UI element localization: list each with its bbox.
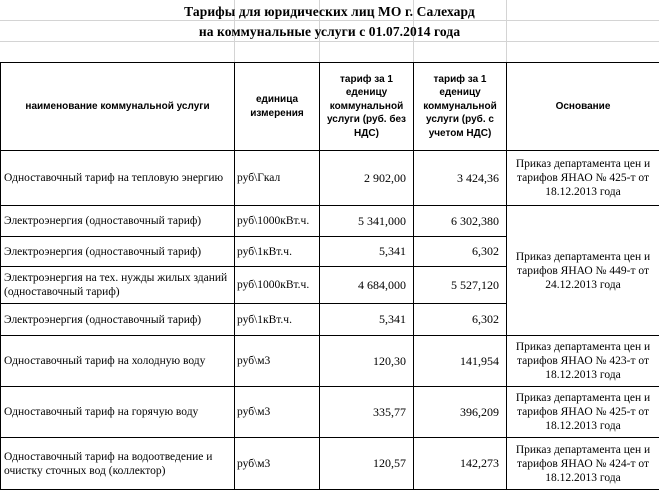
- cell-basis: Приказ департамента цен и тарифов ЯНАО № 423-т от 18.12.2013 года: [507, 336, 659, 387]
- cell-basis: Приказ департамента цен и тарифов ЯНАО № 424-т от 18.12.2013 года: [507, 438, 659, 490]
- cell-service-name: Одноставочный тариф на тепловую энергию: [1, 151, 235, 206]
- table-row: [1, 387, 659, 438]
- cell-tariff-vat: 6 302,380: [414, 206, 507, 237]
- table-row: [1, 438, 659, 490]
- cell-unit: руб\м3: [235, 438, 320, 490]
- cell-service-name: Электроэнергия (одноставочный тариф): [1, 206, 235, 237]
- cell-tariff-vat: 142,273: [414, 438, 507, 490]
- column-header-tariff-no-vat: тариф за 1 еденицу коммунальной услуги (руб. без НДС): [320, 63, 414, 151]
- cell-tariff-vat: 6,302: [414, 304, 507, 336]
- cell-service-name: Электроэнергия (одноставочный тариф): [1, 237, 235, 267]
- cell-service-name: Одноставочный тариф на холодную воду: [1, 336, 235, 387]
- cell-basis: Приказ департамента цен и тарифов ЯНАО № 449-т от 24.12.2013 года: [507, 206, 659, 336]
- table-row: [1, 206, 659, 237]
- column-header-unit: единица измерения: [235, 63, 320, 151]
- cell-tariff-vat: 5 527,120: [414, 267, 507, 304]
- cell-tariff-no-vat: 120,57: [320, 438, 414, 490]
- cell-unit: руб\1кВт.ч.: [235, 237, 320, 267]
- cell-unit: руб\1000кВт.ч.: [235, 206, 320, 237]
- cell-basis: Приказ департамента цен и тарифов ЯНАО № 425-т от 18.12.2013 года: [507, 151, 659, 206]
- cell-tariff-no-vat: 4 684,000: [320, 267, 414, 304]
- cell-unit: руб\м3: [235, 387, 320, 438]
- cell-basis: Приказ департамента цен и тарифов ЯНАО № 425-т от 18.12.2013 года: [507, 387, 659, 438]
- cell-unit: руб\м3: [235, 336, 320, 387]
- cell-unit: руб\Гкал: [235, 151, 320, 206]
- gridline: [0, 20, 659, 21]
- cell-tariff-no-vat: 5,341: [320, 237, 414, 267]
- table-row: [1, 336, 659, 387]
- cell-unit: руб\1000кВт.ч.: [235, 267, 320, 304]
- cell-tariff-vat: 396,209: [414, 387, 507, 438]
- cell-tariff-no-vat: 5 341,000: [320, 206, 414, 237]
- cell-service-name: Электроэнергия на тех. нужды жилых зданий (одноставочный тариф): [1, 267, 235, 304]
- table-row: [1, 151, 659, 206]
- gridline: [0, 41, 659, 42]
- cell-tariff-vat: 141,954: [414, 336, 507, 387]
- cell-unit: руб\1кВт.ч.: [235, 304, 320, 336]
- cell-tariff-no-vat: 120,30: [320, 336, 414, 387]
- page-title: Тарифы для юридических лиц МО г. Салехард: [184, 4, 475, 19]
- cell-tariff-no-vat: 5,341: [320, 304, 414, 336]
- page-subtitle: на коммунальные услуги с 01.07.2014 года: [198, 24, 461, 39]
- cell-tariff-vat: 3 424,36: [414, 151, 507, 206]
- tariff-table: [0, 62, 659, 490]
- column-header-tariff-vat: тариф за 1 еденицу коммунальной услуги (руб. с учетом НДС): [414, 63, 507, 151]
- cell-service-name: Одноставочный тариф на горячую воду: [1, 387, 235, 438]
- cell-tariff-no-vat: 335,77: [320, 387, 414, 438]
- table-header-row: [1, 63, 659, 151]
- cell-service-name: Электроэнергия (одноставочный тариф): [1, 304, 235, 336]
- column-header-name: наименование коммунальной услуги: [1, 63, 235, 151]
- cell-tariff-vat: 6,302: [414, 237, 507, 267]
- column-header-basis: Основание: [507, 63, 659, 151]
- cell-tariff-no-vat: 2 902,00: [320, 151, 414, 206]
- cell-service-name: Одноставочный тариф на водоотведение и очистку сточных вод (коллектор): [1, 438, 235, 490]
